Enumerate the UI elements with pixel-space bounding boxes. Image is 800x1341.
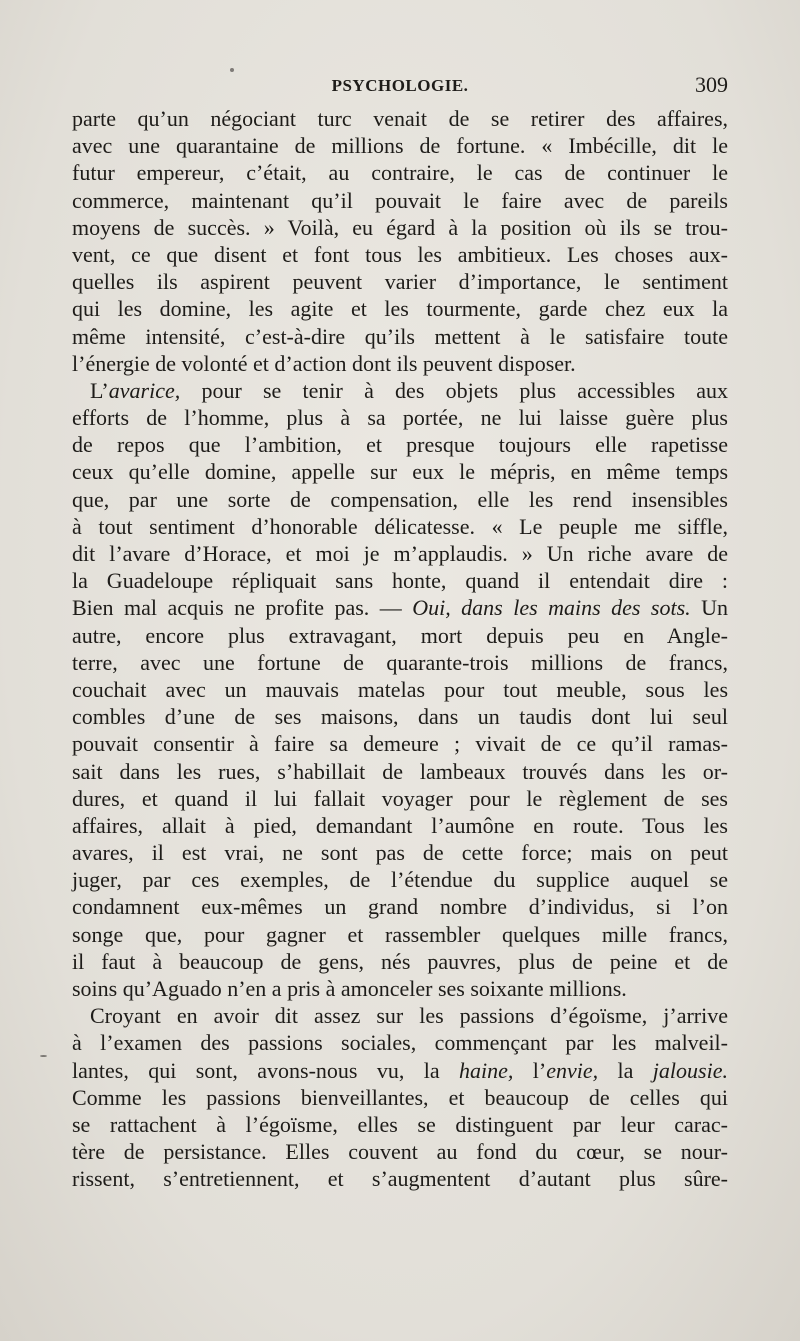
text-line: vent, ce que disent et font tous les ambitieux. Les choses aux- bbox=[72, 241, 728, 267]
text-line: affaires, allait à pied, demandant l’aumône en route. Tous les bbox=[72, 812, 728, 838]
text-line: efforts de l’homme, plus à sa portée, ne lui laisse guère plus bbox=[72, 405, 728, 431]
text-line: moyens de succès. » Voilà, eu égard à la position où ils se trou- bbox=[72, 214, 728, 240]
text-line: lantes, qui sont, avons-nous vu, la haine, l’envie, la jalousie. bbox=[72, 1057, 728, 1083]
text-line: sait dans les rues, s’habillait de lambeaux trouvés dans les or- bbox=[72, 758, 728, 784]
body-text bbox=[72, 105, 728, 1193]
text-line: Bien mal acquis ne profite pas. — Oui, dans les mains des sots. Un bbox=[72, 595, 729, 621]
text-line: la Guadeloupe répliquait sans honte, quand il entendait dire : bbox=[72, 568, 728, 594]
text-line: dit l’avare d’Horace, et moi je m’applaudis. » Un riche avare de bbox=[72, 541, 728, 566]
text-line: ceux qu’elle domine, appelle sur eux le mépris, en même temps bbox=[72, 459, 728, 485]
text-line: futur empereur, c’était, au contraire, le cas de continuer le bbox=[72, 160, 728, 186]
text-line: à l’examen des passions sociales, commençant par les malveil- bbox=[72, 1030, 728, 1056]
text-line: quelles ils aspirent peuvent varier d’importance, le sentiment bbox=[72, 269, 728, 295]
text-line: pouvait consentir à faire sa demeure ; vivait de ce qu’il ramas- bbox=[72, 731, 728, 757]
text-line: couchait avec un mauvais matelas pour tout meuble, sous les bbox=[72, 676, 728, 702]
text-line: L’avarice, pour se tenir à des objets plus accessibles aux bbox=[90, 377, 728, 403]
ink-speck bbox=[230, 68, 234, 72]
text-line: soins qu’Aguado n’en a pris à amonceler ses soixante millions. bbox=[72, 976, 627, 1001]
text-line: avec une quarantaine de millions de fortune. « Imbécille, dit le bbox=[72, 133, 728, 159]
text-line: combles d’une de ses maisons, dans un taudis dont lui seul bbox=[72, 704, 728, 730]
ink-speck bbox=[40, 1055, 47, 1057]
page-number: 309 bbox=[695, 72, 728, 97]
text-line: tère de persistance. Elles couvent au fond du cœur, se nour- bbox=[72, 1139, 728, 1165]
text-line: dures, et quand il lui fallait voyager pour le règlement de ses bbox=[72, 785, 728, 811]
text-line: même intensité, c’est-à-dire qu’ils mettent à le satisfaire toute bbox=[72, 323, 728, 349]
text-line: parte qu’un négociant turc venait de se retirer des affaires, bbox=[72, 106, 728, 131]
text-line: à tout sentiment d’honorable délicatesse. « Le peuple me siffle, bbox=[72, 513, 728, 539]
running-head: PSYCHOLOGIE. bbox=[331, 76, 469, 95]
text-line: autre, encore plus extravagant, mort depuis peu en Angle- bbox=[72, 622, 728, 648]
text-line: rissent, s’entretiennent, et s’augmentent d’autant plus sûre- bbox=[72, 1166, 728, 1192]
text-line: commerce, maintenant qu’il pouvait le faire avec de pareils bbox=[72, 187, 728, 213]
text-line: songe que, pour gagner et rassembler quelques mille francs, bbox=[72, 921, 728, 947]
text-line: juger, par ces exemples, de l’étendue du supplice auquel se bbox=[72, 867, 728, 893]
text-line: terre, avec une fortune de quarante-trois millions de francs, bbox=[72, 649, 728, 675]
text-line: avares, il est vrai, ne sont pas de cette force; mais on peut bbox=[72, 840, 728, 866]
text-line: l’énergie de volonté et d’action dont ils peuvent disposer. bbox=[72, 350, 576, 376]
text-line: Comme les passions bienveillantes, et beaucoup de celles qui bbox=[72, 1084, 728, 1110]
text-line: qui les domine, les agite et les tourmente, garde chez eux la bbox=[72, 296, 728, 322]
text-line: Croyant en avoir dit assez sur les passions d’égoïsme, j’arrive bbox=[90, 1003, 728, 1029]
text-line: de repos que l’ambition, et presque toujours elle rapetisse bbox=[72, 432, 728, 458]
page-header bbox=[72, 72, 728, 102]
text-line: condamnent eux-mêmes un grand nombre d’individus, si l’on bbox=[72, 894, 728, 920]
text-line: il faut à beaucoup de gens, nés pauvres, plus de peine et de bbox=[72, 948, 728, 974]
text-line: que, par une sorte de compensation, elle les rend insensibles bbox=[72, 486, 728, 512]
text-line: se rattachent à l’égoïsme, elles se distinguent par leur carac- bbox=[72, 1111, 728, 1137]
